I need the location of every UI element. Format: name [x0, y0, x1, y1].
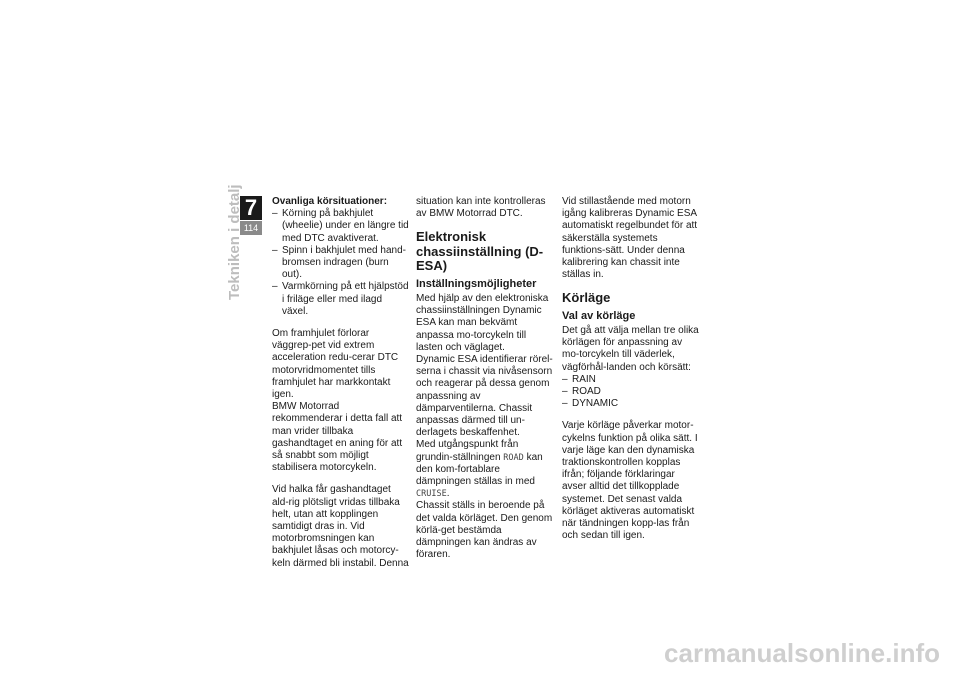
list-item: – Körning på bakhjulet (wheelie) under en längre tid med DTC avaktiverat. [272, 208, 410, 245]
paragraph: Med hjälp av den elektroniska chassiinställningen Dynamic ESA kan man bekvämt anpassa mo-torcykeln till lasten och väglaget. [416, 292, 549, 353]
section-heading: Elektronisk chassiinställning (D-ESA) [416, 229, 544, 274]
section-heading: Körläge [562, 290, 611, 306]
list-item: – Spinn i bakhjulet med hand-bromsen indragen (burn out). [272, 245, 410, 282]
paragraph: Vid halka får gashandtaget ald-rig plötsligt vridas tillbaka helt, utan att kopplingen samtidigt dras in. Vid motorbromsningen kan bakhjulet låsas och motorcy-keln därmed bli instabil. Denna [272, 484, 409, 569]
paragraph: Dynamic ESA identifierar rörel-serna i chassit via nivåsensorn och reagerar på dessa genom anpassning av dämparventilerna. Chassit anpassas därmed till un-derlagets beskaffenhet. [416, 353, 553, 439]
mode-road: ROAD [503, 452, 524, 463]
situations-list [272, 208, 410, 318]
page-number: 114 [240, 221, 262, 235]
subsection-heading: Val av körläge [562, 309, 636, 322]
subsection-heading: Inställningsmöjligheter [416, 277, 537, 290]
list-item: – DYNAMIC [562, 398, 700, 410]
chapter-title-vertical: Tekniken i detalj [226, 184, 243, 300]
text-run: . [446, 488, 450, 500]
column-2 [416, 196, 554, 571]
paragraph: Chassit ställs in beroende på det valda körläget. Den genom körlä-get bestämda dämpningen kan ändras av föraren. [416, 500, 553, 561]
text-run: kan den kom-fortablare dämpningen ställas in med [416, 451, 543, 487]
paragraph: Det gå att välja mellan tre olika körlägen för anpassning av mo-torcykeln till väderlek, vägförhål-landen och körsätt: [562, 324, 699, 373]
list-item: – ROAD [562, 386, 700, 398]
paragraph: Vid stillastående med motorn igång kalibreras Dynamic ESA automatiskt regelbundet för att säkerställa systemets funktions-sätt. Under denna kalibrering kan chassit inte ställas in. [562, 196, 698, 281]
list-item: – RAIN [562, 374, 700, 386]
paragraph: Varje körläge påverkar motor-cykelns funktion på olika sätt. I varje läge kan den dynamiska traktionskontrollen kopplas ifrån; följande förklaringar avser alltid det tillkopplade systemet. Det senast valda körläget aktiveras automatiskt när tändningen kopp-las från och sedan till igen. [562, 420, 698, 542]
watermark: carmanualsonline.info [664, 638, 940, 668]
column-1 [272, 196, 410, 580]
section-heading: Ovanliga körsituationer: [272, 196, 388, 207]
column-3 [562, 196, 700, 552]
modes-list [562, 374, 700, 411]
chapter-number: 7 [240, 196, 262, 220]
mode-cruise: CRUISE [416, 489, 447, 500]
paragraph: situation kan inte kontrolleras av BMW Motorrad DTC. [416, 196, 546, 220]
paragraph [416, 439, 554, 500]
paragraph: BMW Motorrad rekommenderar i detta fall att man vrider tillbaka gashandtaget en aning för att så snabbt som möjligt stabilisera motorcykeln. [272, 401, 403, 474]
paragraph: Om framhjulet förlorar väggrep-pet vid extrem acceleration redu-cerar DTC motorvridmomentet tills framhjulet har markkontakt igen. [272, 328, 399, 401]
list-item: – Varmkörning på ett hjälpstöd i friläge eller med ilagd växel. [272, 281, 410, 318]
text-run: Med utgångspunkt från grundin-ställningen [416, 439, 519, 463]
